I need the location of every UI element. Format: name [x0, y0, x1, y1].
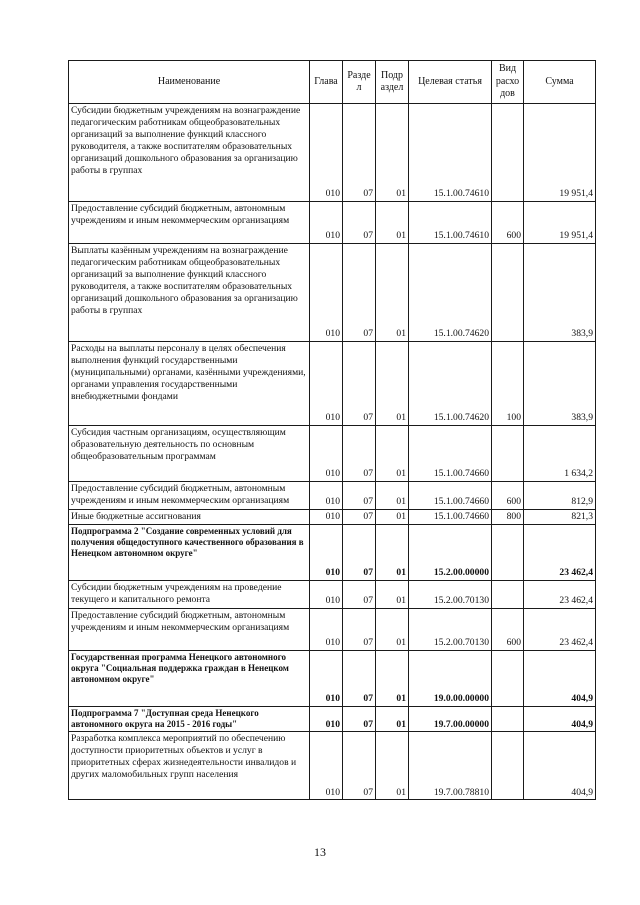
cell-section: 07	[343, 202, 376, 244]
cell-name: Предоставление субсидий бюджетным, автономным учреждениям и иным некоммерческим организациям	[69, 608, 310, 650]
header-chapter: Глава	[310, 61, 343, 104]
table-header	[69, 61, 596, 104]
cell-type: 600	[492, 202, 524, 244]
cell-target: 15.1.00.74660	[409, 426, 492, 482]
table-row	[69, 244, 596, 342]
cell-section: 07	[343, 244, 376, 342]
budget-table	[68, 60, 596, 800]
table-row	[69, 732, 596, 800]
cell-name: Субсидии бюджетным учреждениям на проведение текущего и капитального ремонта	[69, 580, 310, 608]
table-row	[69, 580, 596, 608]
cell-type: 600	[492, 482, 524, 510]
cell-sum: 812,9	[524, 482, 596, 510]
cell-type	[492, 104, 524, 202]
cell-target: 19.7.00.00000	[409, 706, 492, 732]
cell-target: 15.1.00.74610	[409, 104, 492, 202]
cell-subsection: 01	[376, 510, 409, 525]
cell-name: Выплаты казённым учреждениям на вознаграждение педагогическим работникам общеобразовательных организаций за выполнение функций классного руководителя, а также воспитателям образовательных организаций дошкольного образования за организацию работы в группах	[69, 244, 310, 342]
table-body	[69, 104, 596, 800]
table-row	[69, 342, 596, 426]
cell-name: Государственная программа Ненецкого автономного округа "Социальная поддержка граждан в Ненецком автономном округе"	[69, 650, 310, 706]
cell-type	[492, 650, 524, 706]
header-subsection: Подр аздел	[376, 61, 409, 104]
cell-target: 15.1.00.74660	[409, 510, 492, 525]
cell-subsection: 01	[376, 732, 409, 800]
cell-sum: 821,3	[524, 510, 596, 525]
table-row	[69, 650, 596, 706]
cell-name: Подпрограмма 2 "Создание современных условий для получения общедоступного качественного образования в Ненецком автономном округе"	[69, 524, 310, 580]
cell-section: 07	[343, 510, 376, 525]
cell-section: 07	[343, 706, 376, 732]
table-row	[69, 510, 596, 525]
cell-subsection: 01	[376, 104, 409, 202]
cell-sum: 383,9	[524, 342, 596, 426]
cell-sum: 23 462,4	[524, 580, 596, 608]
cell-name: Расходы на выплаты персоналу в целях обеспечения выполнения функций государственными (муниципальными) органами, казёнными учреждениями, органами управления государственными внебюджетными фондами	[69, 342, 310, 426]
cell-chapter: 010	[310, 650, 343, 706]
cell-section: 07	[343, 608, 376, 650]
cell-chapter: 010	[310, 732, 343, 800]
cell-chapter: 010	[310, 608, 343, 650]
cell-subsection: 01	[376, 426, 409, 482]
cell-chapter: 010	[310, 482, 343, 510]
header-type: Вид расхо дов	[492, 61, 524, 104]
cell-sum: 23 462,4	[524, 608, 596, 650]
cell-sum: 19 951,4	[524, 104, 596, 202]
cell-section: 07	[343, 342, 376, 426]
cell-sum: 404,9	[524, 732, 596, 800]
cell-type: 800	[492, 510, 524, 525]
cell-sum: 404,9	[524, 706, 596, 732]
table-row	[69, 482, 596, 510]
cell-name: Субсидии бюджетным учреждениям на вознаграждение педагогическим работникам общеобразовательных организаций за выполнение функций классного руководителя, а также воспитателям образовательных организаций дошкольного образования за организацию работы в группах	[69, 104, 310, 202]
table-row	[69, 706, 596, 732]
cell-sum: 1 634,2	[524, 426, 596, 482]
cell-chapter: 010	[310, 510, 343, 525]
cell-section: 07	[343, 482, 376, 510]
cell-subsection: 01	[376, 244, 409, 342]
table-row	[69, 202, 596, 244]
cell-type: 600	[492, 608, 524, 650]
cell-type	[492, 426, 524, 482]
cell-section: 07	[343, 524, 376, 580]
table-row	[69, 524, 596, 580]
cell-subsection: 01	[376, 202, 409, 244]
cell-subsection: 01	[376, 608, 409, 650]
cell-target: 15.2.00.70130	[409, 580, 492, 608]
cell-subsection: 01	[376, 580, 409, 608]
cell-type	[492, 732, 524, 800]
cell-subsection: 01	[376, 342, 409, 426]
header-target: Целевая статья	[409, 61, 492, 104]
cell-name: Предоставление субсидий бюджетным, автономным учреждениям и иным некоммерческим организациям	[69, 202, 310, 244]
cell-subsection: 01	[376, 524, 409, 580]
cell-target: 15.1.00.74660	[409, 482, 492, 510]
cell-name: Субсидия частным организациям, осуществляющим образовательную деятельность по основным общеобразовательным программам	[69, 426, 310, 482]
cell-name: Разработка комплекса мероприятий по обеспечению доступности приоритетных объектов и услуг в приоритетных сферах жизнедеятельности инвалидов и других маломобильных групп населения	[69, 732, 310, 800]
cell-subsection: 01	[376, 706, 409, 732]
cell-chapter: 010	[310, 426, 343, 482]
cell-chapter: 010	[310, 342, 343, 426]
header-name: Наименование	[69, 61, 310, 104]
cell-type: 100	[492, 342, 524, 426]
cell-target: 15.1.00.74610	[409, 202, 492, 244]
cell-sum: 19 951,4	[524, 202, 596, 244]
table-row	[69, 608, 596, 650]
cell-target: 15.2.00.70130	[409, 608, 492, 650]
cell-target: 15.2.00.00000	[409, 524, 492, 580]
cell-subsection: 01	[376, 482, 409, 510]
cell-target: 15.1.00.74620	[409, 342, 492, 426]
cell-section: 07	[343, 650, 376, 706]
cell-chapter: 010	[310, 706, 343, 732]
cell-section: 07	[343, 580, 376, 608]
header-section: Разде л	[343, 61, 376, 104]
cell-subsection: 01	[376, 650, 409, 706]
cell-type	[492, 244, 524, 342]
cell-section: 07	[343, 732, 376, 800]
cell-chapter: 010	[310, 244, 343, 342]
cell-sum: 23 462,4	[524, 524, 596, 580]
cell-section: 07	[343, 426, 376, 482]
cell-target: 19.7.00.78810	[409, 732, 492, 800]
cell-name: Иные бюджетные ассигнования	[69, 510, 310, 525]
table-row	[69, 104, 596, 202]
cell-type	[492, 580, 524, 608]
cell-section: 07	[343, 104, 376, 202]
table-row	[69, 426, 596, 482]
cell-chapter: 010	[310, 104, 343, 202]
page-number: 13	[314, 845, 326, 859]
cell-chapter: 010	[310, 524, 343, 580]
cell-name: Предоставление субсидий бюджетным, автономным учреждениям и иным некоммерческим организациям	[69, 482, 310, 510]
cell-target: 19.0.00.00000	[409, 650, 492, 706]
cell-target: 15.1.00.74620	[409, 244, 492, 342]
cell-type	[492, 524, 524, 580]
cell-name: Подпрограмма 7 "Доступная среда Ненецкого автономного округа на 2015 - 2016 годы"	[69, 706, 310, 732]
cell-sum: 383,9	[524, 244, 596, 342]
cell-chapter: 010	[310, 202, 343, 244]
cell-sum: 404,9	[524, 650, 596, 706]
cell-type	[492, 706, 524, 732]
header-sum: Сумма	[524, 61, 596, 104]
cell-chapter: 010	[310, 580, 343, 608]
